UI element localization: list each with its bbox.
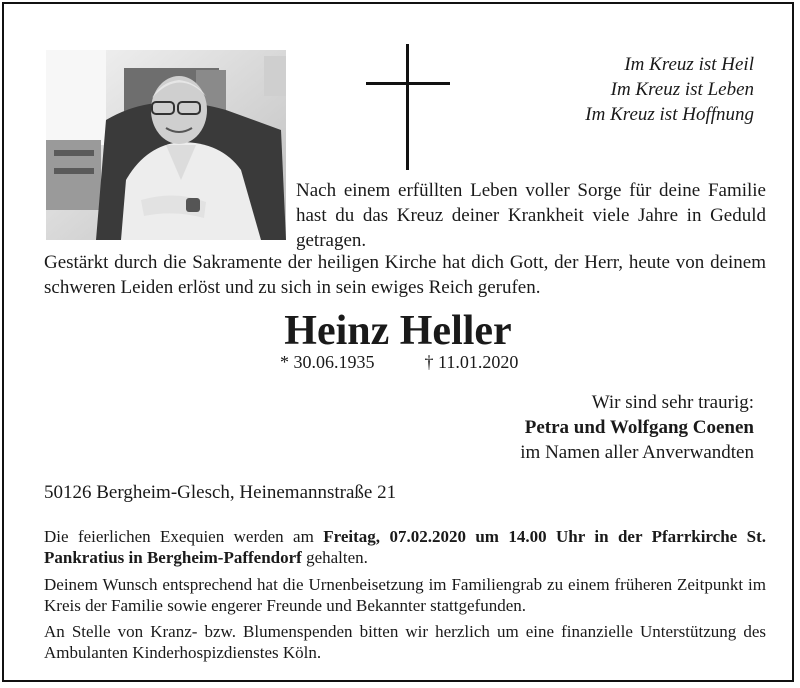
exequien-notice (44, 526, 766, 568)
donation-notice: An Stelle von Kranz- bzw. Blumenspenden bitten wir herzlich um eine finanzielle Unterstützung des Ambulanten Kinderhospizdienstes Köln. (44, 622, 766, 662)
portrait-photo (46, 50, 286, 240)
life-dates (280, 350, 540, 374)
exequien-pre: Die feierlichen Exequien werden am (44, 527, 324, 546)
exequien-post: gehalten. (301, 548, 368, 567)
death-date: † 11.01.2020 (424, 352, 519, 372)
birth-date: * 30.06.1935 (280, 352, 375, 372)
deceased-name: Heinz Heller (284, 308, 512, 354)
exequien-date-place: Freitag, 07.02.2020 um 14.00 Uhr in der Pfarrkirche St. Pankratius in Bergheim-Paffendorf (44, 527, 766, 567)
obituary-frame (2, 2, 794, 682)
verse-line-2: Im Kreuz ist Leben (610, 79, 754, 100)
intro-paragraph: Nach einem erfüllten Leben voller Sorge für deine Familie hast du das Kreuz deiner Krankheit viele Jahre in Geduld getragen. (296, 180, 766, 251)
faith-paragraph: Gestärkt durch die Sakramente der heiligen Kirche hat dich Gott, der Herr, heute von deinem schweren Leiden erlöst und zu sich in sein ewiges Reich gerufen. (44, 252, 766, 298)
mourners-relatives: im Namen aller Anverwandten (520, 442, 754, 463)
latin-cross-icon (366, 44, 450, 170)
mourners-block (520, 390, 754, 465)
verse-line-3: Im Kreuz ist Hoffnung (585, 104, 754, 125)
family-address: 50126 Bergheim-Glesch, Heinemannstraße 21 (44, 482, 397, 503)
mourners-intro: Wir sind sehr traurig: (591, 392, 754, 413)
mourners-names: Petra und Wolfgang Coenen (524, 417, 754, 438)
verse-block (585, 52, 754, 127)
urn-notice: Deinem Wunsch entsprechend hat die Urnenbeisetzung im Familiengrab zu einem früheren Zeitpunkt im Kreis der Familie sowie engerer Freunde und Bekannter stattgefunden. (44, 575, 766, 615)
verse-line-1: Im Kreuz ist Heil (624, 54, 754, 75)
